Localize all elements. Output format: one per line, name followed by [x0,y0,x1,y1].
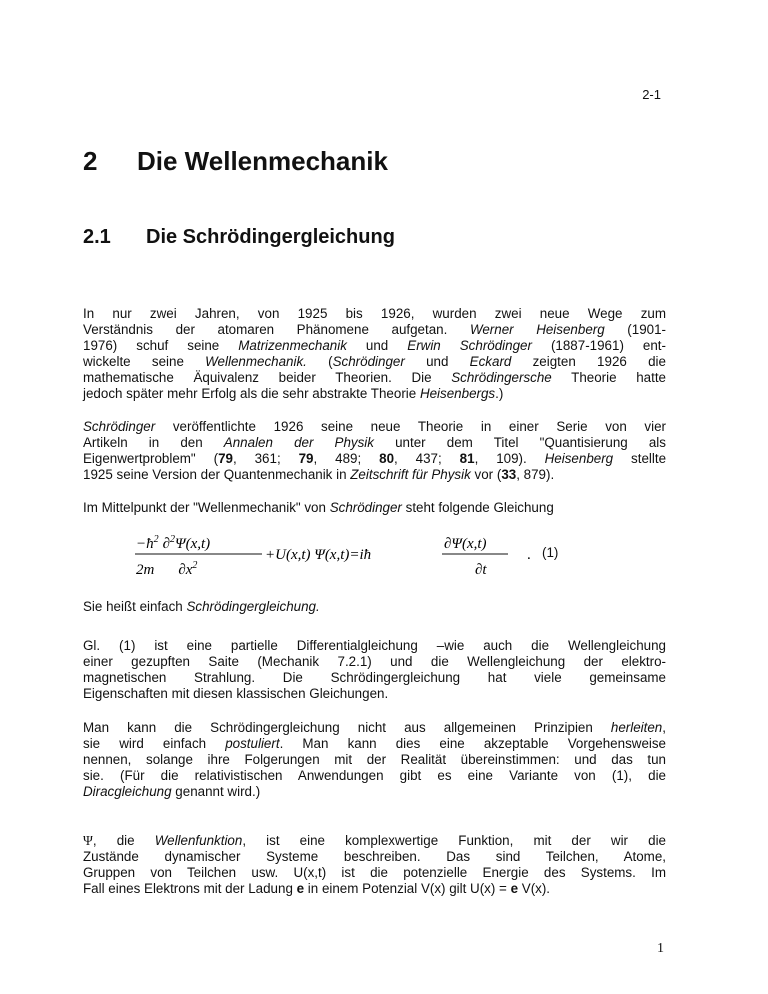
text-line: einer gezupften Saite (Mechanik 7.2.1) und die Wellengleichung der elektro- [83,654,666,669]
running-page-label: 2-1 [642,87,661,102]
text-line: Schrödinger veröffentlichte 1926 seine neue Theorie in einer Serie von vier [83,419,666,434]
text-line: Gl. (1) ist eine partielle Differentialgleichung –wie auch die Wellengleichung [83,638,666,653]
text-line: sie. (Für die relativistischen Anwendungen gibt es eine Variante von (1), die [83,768,666,783]
svg-text:∂Ψ(x,t): ∂Ψ(x,t) [444,536,487,552]
chapter-heading [83,146,388,177]
text-line: wickelte seine Wellenmechanik. (Schrödinger und Eckard zeigten 1926 die [83,354,666,369]
schroedinger-equation [130,526,610,586]
equation-middle: +U(x,t) Ψ(x,t)=iħ [265,547,372,563]
text-line: Gruppen von Teilchen usw. U(x,t) ist die potenzielle Energie des Systems. Im [83,865,666,880]
paragraph-intro [83,306,666,402]
rhs-fraction [442,536,508,578]
text-line: sie wird einfach postuliert. Man kann dies eine akzeptable Vorgehensweise [83,736,667,751]
text-line: magnetischen Strahlung. Die Schrödingergleichung hat viele gemeinsame [83,670,666,685]
text-line: Zustände dynamischer Systeme beschreiben. Das sind Teilchen, Atome, [83,849,666,864]
lhs-fraction [135,534,262,578]
text-line: Verständnis der atomaren Phänomene aufgetan. Werner Heisenberg (1901- [83,322,666,337]
text-line: jedoch später mehr Erfolg als die sehr abstrakte Theorie Heisenbergs.) [83,386,504,401]
text-line: 1925 seine Version der Quantenmechanik in Zeitschrift für Physik vor (33, 879). [83,467,555,482]
text-line: 1976) schuf seine Matrizenmechanik und Erwin Schrödinger (1887-1961) ent- [83,338,666,353]
svg-text:2m∂x2: 2m $\partial x^2$ [136,560,198,578]
svg-text:−ħ2∂2Ψ(x,t): $-ħ^2$ ∂$^2$Ψ(x,t) [136,534,211,552]
equation-label: (1) [542,545,559,560]
paragraph-name [83,599,666,615]
text-line: Sie heißt einfach Schrödingergleichung. [83,599,320,614]
paragraph-wavefunction [83,833,666,897]
section-heading [83,226,395,249]
text-line: In nur zwei Jahren, von 1925 bis 1926, wurden zwei neue Wege zum [83,306,666,321]
text-line: Im Mittelpunkt der "Wellenmechanik" von Schrödinger steht folgende Gleichung [83,500,554,515]
svg-text:∂t: ∂t [475,562,487,578]
text-line: Eigenwertproblem" (79, 361; 79, 489; 80, 437; 81, 109). Heisenberg stellte [83,451,667,466]
paragraph-equation-intro [83,500,666,516]
text-line: Fall eines Elektrons mit der Ladung e in einem Potenzial V(x) gilt U(x) = e V(x). [83,881,551,896]
page-number: 1 [657,941,664,956]
paragraph-pde [83,638,666,702]
text-line: Eigenschaften mit diesen klassischen Gleichungen. [83,686,389,701]
equation-period: . [527,547,531,563]
text-line: Artikeln in den Annalen der Physik unter dem Titel "Quantisierung als [83,435,666,450]
paragraph-publications [83,419,666,483]
section-title: Die Schrödingergleichung [146,226,395,248]
text-line: nennen, solange ihre Folgerungen mit der Realität übereinstimmen: und das tun [83,752,666,767]
section-number: 2.1 [83,226,111,248]
text-line: Diracgleichung genannt wird.) [83,784,261,799]
text-line: mathematische Äquivalenz beider Theorien. Die Schrödingersche Theorie hatte [83,370,666,385]
paragraph-postulate [83,720,666,800]
chapter-title: Die Wellenmechanik [137,146,388,176]
text-line: Ψ, die Wellenfunktion, ist eine komplexwertige Funktion, mit der wir die [83,833,667,848]
text-line: Man kann die Schrödingergleichung nicht aus allgemeinen Prinzipien herleiten, [83,720,666,735]
chapter-number: 2 [83,146,98,176]
